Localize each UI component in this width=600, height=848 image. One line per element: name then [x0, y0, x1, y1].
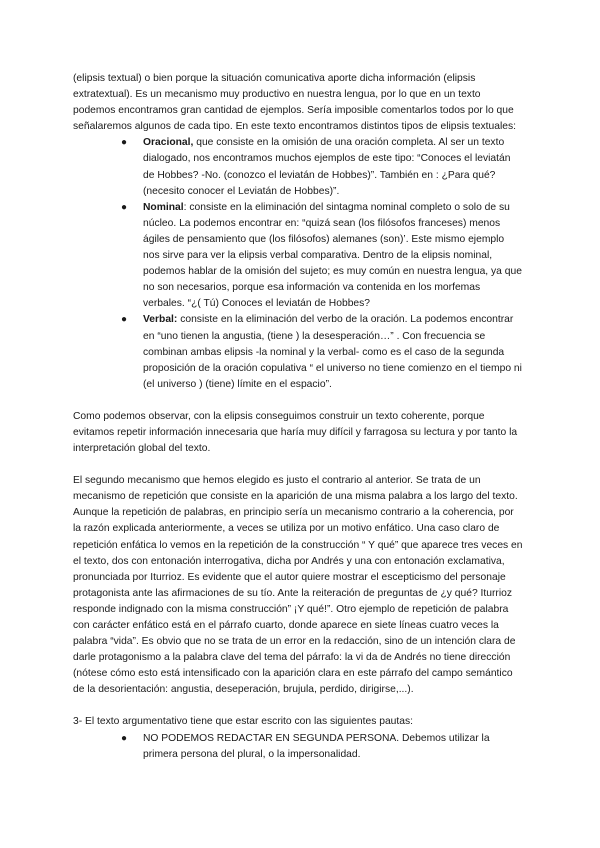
list-item-oracional	[121, 135, 523, 199]
term-nominal: Nominal	[143, 201, 184, 213]
list-item-guideline	[121, 731, 523, 763]
desc-verbal: consiste en la eliminación del verbo de la oración. La podemos encontrar en “uno tienen la angustia, (tiene ) la desesperación…” . Con frecuencia se combinan ambas elipsis -la nominal y la verbal- como es el caso de la segunda proposición de la oración copulativa “ el universo no tiene comienzo en el tiempo ni (el universo ) (tiene) límite en el espacio”.	[143, 314, 522, 390]
bullet-icon: ●	[121, 314, 128, 326]
intro-paragraph: (elipsis textual) o bien porque la situación comunicativa aporte dicha información (elipsis extratextual). Es un mecanismo muy productivo en nuestra lengua, por lo que en un texto podemos encontramos gran cantidad de ejemplos. Sería imposible comentarlos todos por lo que señalaremos algunos de cada tipo. En este texto encontramos distintos tipos de elipsis textuales:	[73, 73, 517, 133]
guideline-text: NO PODEMOS REDACTAR EN SEGUNDA PERSONA. Debemos utilizar la primera persona del plural, o la impersonalidad.	[143, 732, 490, 760]
bullet-icon: ●	[121, 137, 128, 149]
bullet-icon: ●	[121, 732, 128, 744]
paragraph-coherence: Como podemos observar, con la elipsis conseguimos construir un texto coherente, porque evitamos repetir información innecesaria que haría muy difícil y farragosa su lectura y por tanto la interpretación global del texto.	[73, 410, 518, 455]
guidelines-list	[73, 731, 523, 763]
term-verbal: Verbal:	[143, 314, 178, 326]
paragraph-guidelines-heading: 3- El texto argumentativo tiene que estar escrito con las siguientes pautas:	[73, 716, 413, 728]
bullet-icon: ●	[121, 201, 128, 213]
elipsis-types-list	[73, 135, 523, 393]
list-item-nominal	[121, 200, 523, 313]
desc-nominal: : consiste en la eliminación del sintagma nominal completo o solo de su núcleo. La podemos encontrar en: “quizá sean (los filósofos franceses) menos ágiles de pensamiento que (los filósofos) alemanes (son)’. Este mismo ejemplo nos sirve para ver la elipsis verbal comparativa. Dentro de la elipsis nominal, podemos hablar de la omisión del sujeto; es muy común en nuestra lengua, ya que no son necesarios, porque esa información va contenida en los morfemas verbales. “¿( Tú) Conoces el leviatán de Hobbes?	[143, 201, 522, 310]
desc-oracional: que consiste en la omisión de una oración completa. Al ser un texto dialogado, nos encontramos muchos ejemplos de este tipo: “Conoces el leviatán de Hobbes? -No. (conozco el leviatán de Hobbes)”. También en : ¿Para qué? (necesito conocer el Leviatán de Hobbes)”.	[143, 137, 511, 197]
paragraph-repetition: El segundo mecanismo que hemos elegido es justo el contrario al anterior. Se trata de un mecanismo de repetición que consiste en la aparición de una misma palabra a los largo del texto. Aunque la repetición de palabras, en principio sería un mecanismo contrario a la coherencia, por la razón explicada anteriormente, a veces se utiliza por un motivo enfático. Una caso claro de repetición enfática lo vemos en la repetición de la construcción “ Y qué” que aparece tres veces en el texto, dos con entonación interrogativa, dicha por Andrés y una con entonación exclamativa, pronunciada por Iturrioz. Es evidente que el autor quiere mostrar el escepticismo del personaje protagonista ante las afirmaciones de su tío. Ante la reiteración de preguntas de ¿y qué? Iturrioz responde indignado con la misma construcción” ¡Y qué!”. Otro ejemplo de repetición de palabra con carácter enfático está en el párrafo cuarto, donde aparece en siete líneas cuatro veces la palabra “vida”. Es obvio que no se trata de un error en la redacción, sino de un intención clara de darle protagonismo a la palabra clave del tema del párrafo: la vi da de Andrés no tiene dirección (nótese cómo esto está intensificado con la aparición clara en este párrafo del campo semántico de la desorientación: angustia, deseperación, brujula, perdido, dirigirse,...).	[73, 475, 523, 696]
document-body	[73, 71, 523, 763]
list-item-verbal	[121, 312, 523, 392]
term-oracional: Oracional,	[143, 137, 194, 149]
